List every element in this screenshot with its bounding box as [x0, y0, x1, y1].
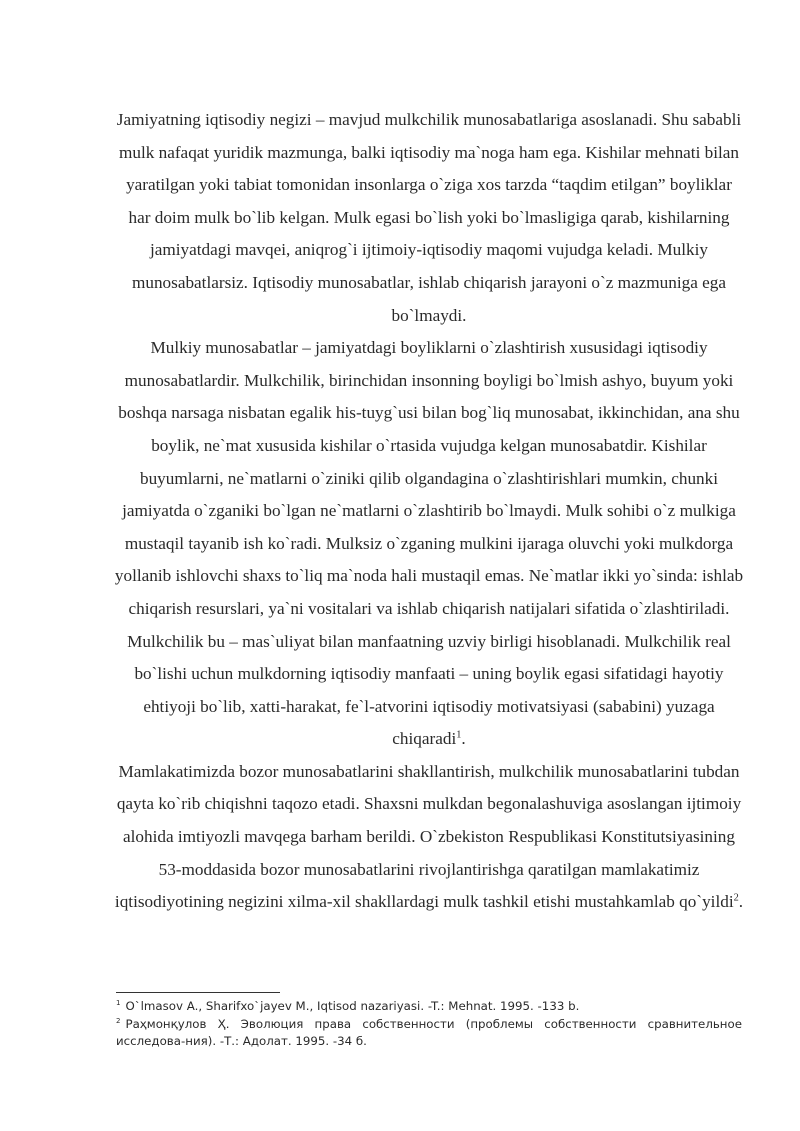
- paragraph-end-punctuation: .: [738, 892, 744, 912]
- paragraph: [113, 104, 745, 332]
- footnote-text: O`lmasov A., Sharifxo`jayev M., Iqtisod nazariyasi. -T.: Mehnat. 1995. -133 b.: [125, 999, 580, 1013]
- paragraph-end-punctuation: .: [461, 729, 466, 749]
- body-text: [113, 104, 745, 919]
- footnote-reference[interactable]: 2: [733, 892, 739, 904]
- footnote-text: Раҳмонқулов Ҳ. Эволюция права собственности (проблемы собственности сравнительное исследова-ния). -Т.: Адолат. 1995. -34 б.: [116, 1016, 742, 1049]
- footnote-mark: 1: [116, 999, 121, 1007]
- paragraph-text: Mulkiy munosabatlar – jamiyatdagi boyliklarni o`zlashtirish xususidagi iqtisodiy munosabatlardir. Mulkchilik, birinchidan insonning boyligi bo`lmish ashyo, buyum yoki boshqa narsaga nisbatan egalik his-tuyg`usi bilan bog`liq munosabat, ikkinchidan, ana shu boylik, ne`mat xususida kishilar o`rtasida vujudga kelgan munosabatdir. Kishilar buyumlarni, ne`matlarni o`ziniki qilib olgandagina o`zlashtirishlari mumkin, chunki jamiyatda o`zganiki bo`lgan ne`matlarni o`zlashtirib bo`lmaydi. Mulk sohibi o`z mulkiga mustaqil tayanib ish ko`radi. Mulksiz o`zganing mulkini ijaraga oluvchi yoki mulkdorga yollanib ishlovchi shaxs to`liq ma`noda hali mustaqil emas. Ne`matlar ikki yo`sinda: ishlab chiqarish resurslari, ya`ni vositalari va ishlab chiqarish natijalari sifatida o`zlashtiriladi. Mulkchilik bu – mas`uliyat bilan manfaatning uzviy birligi hisoblanadi. Mulkchilik real bo`lishi uchun mulkdorning iqtisodiy manfaati – uning boylik egasi sifatidagi hayotiy ehtiyoji bo`lib, xatti-harakat, fe`l-atvorini iqtisodiy motivatsiyasi (sababini) yuzaga chiqaradi: [114, 338, 744, 749]
- footnote-mark: 2: [116, 1016, 121, 1025]
- footnote: [116, 1016, 742, 1051]
- footnote-separator: [116, 992, 280, 993]
- footnotes: [116, 998, 742, 1051]
- footnote: [116, 998, 742, 1016]
- paragraph: [113, 756, 745, 919]
- paragraph-text: Jamiyatning iqtisodiy negizi – mavjud mulkchilik munosabatlariga asoslanadi. Shu sababli mulk nafaqat yuridik mazmunga, balki iqtisodiy ma`noga ham ega. Kishilar mehnati bilan yaratilgan yoki tabiat tomonidan insonlarga o`ziga xos tarzda “taqdim etilgan” boyliklar har doim mulk bo`lib kelgan. Mulk egasi bo`lish yoki bo`lmasligiga qarab, kishilarning jamiyatdagi mavqei, aniqrog`i ijtimoiy-iqtisodiy maqomi vujudga keladi. Mulkiy munosabatlarsiz. Iqtisodiy munosabatlar, ishlab chiqarish jarayoni o`z mazmuniga ega bo`lmaydi.: [116, 110, 742, 325]
- paragraph-text: Mamlakatimizda bozor munosabatlarini shakllantirish, mulkchilik munosabatlarini tubdan qayta ko`rib chiqishni taqozo etadi. Shaxsni mulkdan begonalashuviga asoslangan ijtimoiy alohida imtiyozli mavqega barham berildi. O`zbekiston Respublikasi Konstitutsiyasining 53-moddasida bozor munosabatlarini rivojlantirishga qaratilgan mamlakatimiz iqtisodiyotining negizini xilma-xil shakllardagi mulk tashkil etishi mustahkamlab qo`yildi: [114, 761, 742, 912]
- footnote-reference[interactable]: 1: [456, 729, 462, 741]
- paragraph: [113, 332, 745, 756]
